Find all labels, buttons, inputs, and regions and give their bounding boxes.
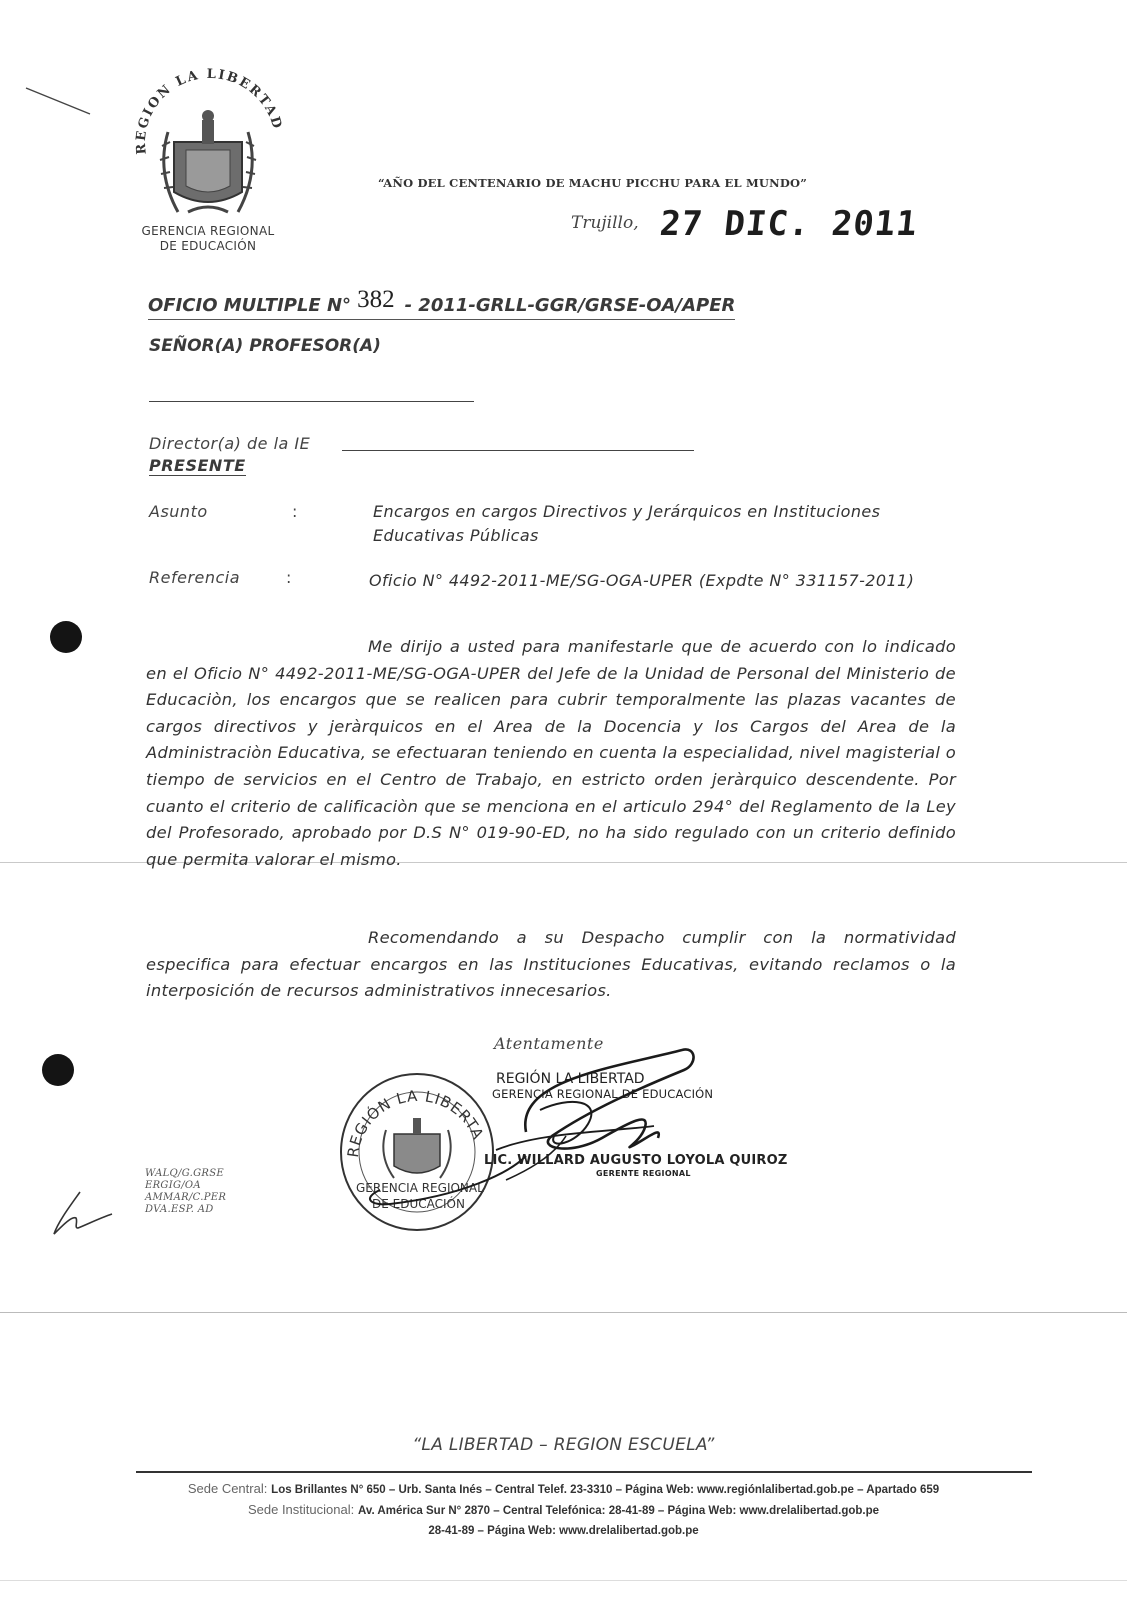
footer-line-1-text: Los Brillantes N° 650 – Urb. Santa Inés – Central Telef. 23-3310 – Página Web: www.regiónlalibertad.gob.pe – Apartado 659 xyxy=(271,1484,940,1496)
reference-initials xyxy=(145,1168,226,1216)
institution-line1: GERENCIA REGIONAL xyxy=(141,224,275,238)
scan-line-lower xyxy=(0,1312,1127,1313)
punch-hole-bottom xyxy=(42,1054,74,1086)
footer-line-1 xyxy=(0,1481,1127,1496)
stamp-gerencia: GERENCIA REGIONAL DE EDUCACIÓN xyxy=(492,1087,714,1101)
city: Trujillo, xyxy=(571,213,639,233)
reference-label: Referencia xyxy=(149,568,241,587)
signatory-name: LIC. WILLARD AUGUSTO LOYOLA QUIROZ xyxy=(484,1153,788,1168)
name-blank-line xyxy=(149,401,474,402)
pen-mark xyxy=(24,84,96,120)
footer-line-2 xyxy=(0,1502,1127,1517)
footer-line-2-text: Av. América Sur N° 2870 – Central Telefónica: 28-41-89 – Página Web: www.drelalibertad.gob.pe xyxy=(358,1505,880,1517)
seal-bottom-line2: DE EDUCACIÓN xyxy=(372,1197,465,1211)
body-paragraph-1-text: Me dirijo a usted para manifestarle que de acuerdo con lo indicado en el Oficio N° 4492-2011-ME/SG-OGA-UPER del Jefe de la Unidad de Personal del Ministerio de Educaciòn, los encargos que se realicen para cubrir temporalmente las plazas vacantes de cargos directivos y jeràrquicos en el Area de la Docencia y los Cargos del Area de la Administraciòn Educativa, se efectuaran teniendo en cuenta la especialidad, nivel magisterial o tiempo de servicios en el Centro de Trabajo, en estricto orden jeràrquico descendente. Por cuanto el criterio de calificaciòn que se menciona en el articulo 294° del Reglamento de la Ley del Profesorado, aprobado por D.S N° 019-90-ED, no ha sido regulado con un criterio definido que permita valorar el mismo. xyxy=(146,637,956,869)
footer-line-3-text: 28-41-89 – Página Web: www.drelalibertad.gob.pe xyxy=(428,1525,699,1537)
institution-line2: DE EDUCACIÓN xyxy=(159,239,257,253)
subject-line2: Educativas Públicas xyxy=(373,526,539,545)
oficio-suffix: - 2011-GRLL-GGR/GRSE-OA/APER xyxy=(404,295,736,316)
subject-text xyxy=(373,500,963,548)
scan-line-bottom xyxy=(0,1580,1127,1581)
oficio-prefix: OFICIO MULTIPLE N° xyxy=(148,295,352,316)
initials-line: AMMAR/C.PER xyxy=(145,1192,227,1203)
stamp-region: REGIÓN LA LIBERTAD xyxy=(496,1071,645,1087)
presente-label: PRESENTE xyxy=(149,456,246,475)
footer-line-1-label: Sede Central: xyxy=(187,1481,268,1496)
date-stamp: 27 DIC. 2011 xyxy=(657,204,920,244)
initials-line: DVA.ESP. AD xyxy=(145,1204,214,1215)
subject-label: Asunto xyxy=(149,502,208,521)
oficio-header xyxy=(148,286,736,320)
initials-scribble xyxy=(50,1188,116,1238)
salutation: SEÑOR(A) PROFESOR(A) xyxy=(149,336,381,356)
year-motto: “AÑO DEL CENTENARIO DE MACHU PICCHU PARA EL MUNDO” xyxy=(378,176,808,190)
subject-line1: Encargos en cargos Directivos y Jerárquicos en Instituciones xyxy=(373,502,881,521)
handwritten-signature xyxy=(340,1040,720,1230)
footer-slogan: “LA LIBERTAD – REGION ESCUELA” xyxy=(412,1435,715,1455)
punch-hole-top xyxy=(50,621,82,653)
reference-colon: : xyxy=(286,568,292,587)
body-paragraph-1 xyxy=(146,634,956,873)
footer-rule xyxy=(136,1471,1032,1473)
initials-line: WALQ/G.GRSE xyxy=(145,1168,224,1179)
director-label: Director(a) de la IE xyxy=(149,434,311,453)
footer-line-3 xyxy=(0,1523,1127,1537)
seal-outer-text: REGIÓN LA LIBERTA xyxy=(343,1086,488,1159)
institution-label xyxy=(118,224,298,254)
footer-line-2-label: Sede Institucional: xyxy=(247,1502,355,1517)
body-paragraph-2 xyxy=(146,925,956,1005)
reference-text: Oficio N° 4492-2011-ME/SG-OGA-UPER (Expdte N° 331157-2011) xyxy=(369,571,915,590)
signatory-title: GERENTE REGIONAL xyxy=(596,1169,691,1178)
subject-colon: : xyxy=(292,502,298,521)
oficio-number: 382 xyxy=(357,286,395,313)
initials-line: ERGIG/OA xyxy=(145,1180,201,1191)
seal-arc-text: REGION LA LIBERTAD xyxy=(133,66,285,155)
closing-text: Atentamente xyxy=(494,1034,604,1053)
seal-bottom-line1: GERENCIA REGIONAL xyxy=(356,1181,484,1195)
body-paragraph-2-text: Recomendando a su Despacho cumplir con la normatividad especifica para efectuar encargos en las Instituciones Educativas, evitando reclamos o la interposición de recursos administrativos innecesarios. xyxy=(146,928,956,1001)
ie-blank-line xyxy=(342,450,694,451)
